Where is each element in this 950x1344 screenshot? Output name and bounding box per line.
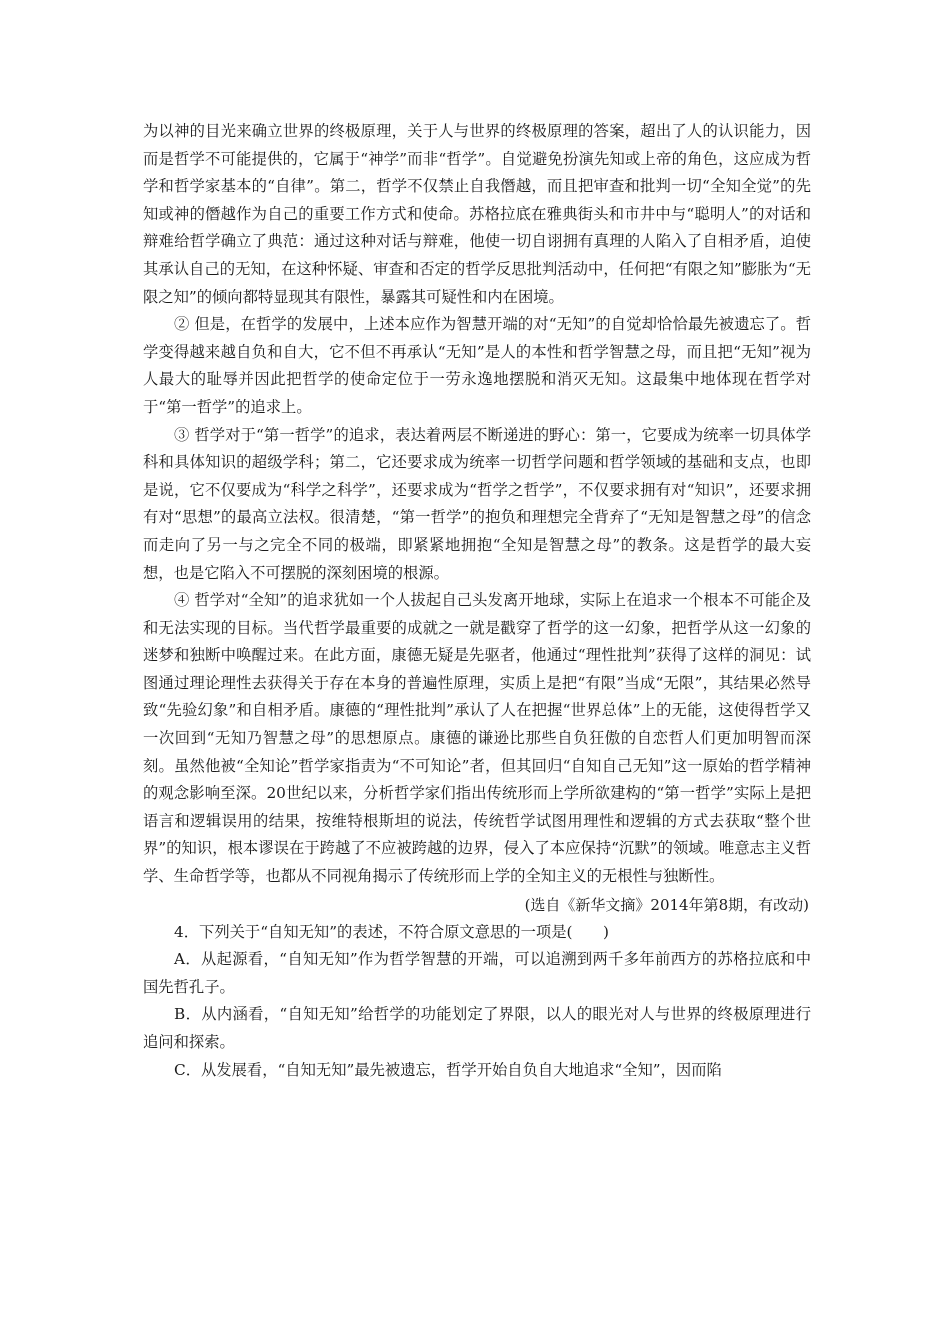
paragraph-2: ② 但是，在哲学的发展中，上述本应作为智慧开端的对“无知”的自觉却恰恰最先被遗忘了。哲学变得越来越自负和自大，它不但不再承认“无知”是人的本性和哲学智慧之母，而且把“无知”视为人最大的耻辱并因此把哲学的使命定位于一劳永逸地摆脱和消灭无知。这最集中地体现在哲学对于“第一哲学”的追求上。 bbox=[143, 315, 811, 416]
source-citation: (选自《新华文摘》2014年第8期，有改动) bbox=[524, 895, 809, 914]
document-body bbox=[143, 118, 811, 1084]
option-c: C．从发展看，“自知无知”最先被遗忘，哲学开始自负自大地追求“全知”，因而陷 bbox=[174, 1060, 722, 1079]
option-b: B．从内涵看，“自知无知”给哲学的功能划定了界限，以人的眼光对人与世界的终极原理进行追问和探索。 bbox=[143, 1005, 811, 1051]
question-stem: 4．下列关于“自知无知”的表述，不符合原文意思的一项是( ) bbox=[174, 922, 610, 941]
paragraph-1: 为以神的目光来确立世界的终极原理，关于人与世界的终极原理的答案，超出了人的认识能力，因而是哲学不可能提供的，它属于“神学”而非“哲学”。自觉避免扮演先知或上帝的角色，这应成为哲学和哲学家基本的“自律”。第二，哲学不仅禁止自我僭越，而且把审查和批判一切“全知全觉”的先知或神的僭越作为自己的重要工作方式和使命。苏格拉底在雅典街头和市井中与“聪明人”的对话和辩难给哲学确立了典范：通过这种对话与辩难，他使一切自诩拥有真理的人陷入了自相矛盾，迫使其承认自己的无知，在这种怀疑、审查和否定的哲学反思批判活动中，任何把“有限之知”膨胀为“无限之知”的倾向都特显现其有限性，暴露其可疑性和内在困境。 bbox=[143, 122, 811, 306]
paragraph-3: ③ 哲学对于“第一哲学”的追求，表达着两层不断递进的野心：第一，它要成为统率一切具体学科和具体知识的超级学科；第二，它还要求成为统率一切哲学问题和哲学领域的基础和支点，也即是说，它不仅要成为“科学之科学”，还要求成为“哲学之哲学”，不仅要求拥有对“知识”，还要求拥有对“思想”的最高立法权。很清楚，“第一哲学”的抱负和理想完全背弃了“无知是智慧之母”的信念而走向了另一与之完全不同的极端，即紧紧地拥抱“全知是智慧之母”的教条。这是哲学的最大妄想，也是它陷入不可摆脱的深刻困境的根源。 bbox=[143, 425, 811, 582]
option-a: A．从起源看，“自知无知”作为哲学智慧的开端，可以追溯到两千多年前西方的苏格拉底和中国先哲孔子。 bbox=[143, 950, 811, 996]
paragraph-4: ④ 哲学对“全知”的追求犹如一个人拔起自己头发离开地球，实际上在追求一个根本不可能企及和无法实现的目标。当代哲学最重要的成就之一就是戳穿了哲学的这一幻象，把哲学从这一幻象的迷梦和独断中唤醒过来。在此方面，康德无疑是先驱者，他通过“理性批判”获得了这样的洞见：试图通过理论理性去获得关于存在本身的普遍性原理，实质上是把“有限”当成“无限”，其结果必然导致“先验幻象”和自相矛盾。康德的“理性批判”承认了人在把握“世界总体”上的无能，这使得哲学又一次回到“无知乃智慧之母”的思想原点。康德的谦逊比那些自负狂傲的自恋哲人们更加明智而深刻。虽然他被“全知论”哲学家指责为“不可知论”者，但其回归“自知自己无知”这一原始的哲学精神的观念影响至深。20世纪以来，分析哲学家们指出传统形而上学所欲建构的“第一哲学”实际上是把语言和逻辑误用的结果，按维特根斯坦的说法，传统哲学试图用理性和逻辑的方式去获取“整个世界”的知识，根本谬误在于跨越了不应被跨越的边界，侵入了本应保持“沉默”的领域。唯意志主义哲学、生命哲学等，也都从不同视角揭示了传统形而上学的全知主义的无根性与独断性。 bbox=[143, 591, 811, 886]
